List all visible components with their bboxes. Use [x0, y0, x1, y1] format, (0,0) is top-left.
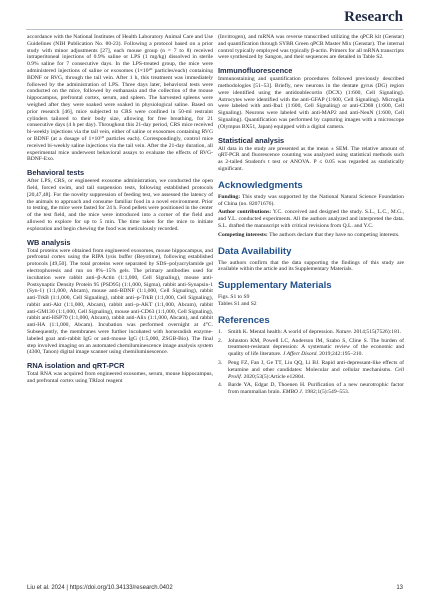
behavioral-tests-heading: Behavioral tests: [27, 168, 85, 178]
reference-journal: Nature.: [335, 328, 353, 335]
reference-volume: 2014;515(7526):181.: [353, 328, 402, 335]
reference-number: 3.: [218, 359, 223, 366]
left-column: [27, 34, 213, 387]
contributions-text: Y.C. conceived and designed the study. S.L., L.C., M.G., and Y.L. conducted experiments. All the authors analyzed and interpreted the data. S.L. drafted the manuscript with critical revisions from Q.L. and Y.C.: [218, 209, 404, 229]
right-column: [218, 34, 404, 398]
statistical-analysis-paragraph: All data in the study are presented as the mean ± SEM. The relative amount of qRT-PCR and fluorescence counting was analyzed using statistical methods such as 2-tailed Student's t test or ANOVA. P ≤ 0.05 was regarded as statistically significant.: [218, 145, 404, 172]
reference-number: 1.: [218, 328, 223, 335]
reference-item: [218, 360, 404, 380]
reference-text: Smith K. Mental health: A world of depression.: [228, 328, 335, 335]
supplementary-tables-line: Tables S1 and S2: [218, 300, 257, 307]
footer-citation: Liu et al. 2024 | https://doi.org/10.34133/research.0402: [27, 585, 173, 591]
references-heading: References: [218, 314, 270, 326]
methods-animal-paragraph: accordance with the National Institutes of Health Laboratory Animal Care and Use Guidelines (NIH Publication No. 80-23). Following a protocol based on a prior study with minor adjustments [27], each mouse group (n = 7 to 8) received intraperitoneal injections of 0.9% saline or LPS (1 mg/kg) dissolved in sterile 0.9% saline for 7 consecutive days. In the LPS-treated group, the mice were administered injections of saline or exosomes (1×10¹⁰ particles/each) containing BDNF or RVG, through the tail vein. After 1 h, this treatment was immediately followed by the administration of LPS. Three days later, behavioral tests were conducted on the mice, followed by euthanasia and the collection of the mouse hippocampus, prefrontal cortex, serum, and spleen. The harvested spleens were weighed after they were soaked were soaked in physiological saline. Based on prior research [46], mice subjected to CRS were confined in 50-ml restraint cylinders tailored to their body size, allowing for free breathing, for 21 consecutive days (4 h per day). Throughout this 21-day period, CRS mice received bi-weekly injections via the tail vein, either of saline or exosomes containing RVG or BDNF (at a dosage of 1×10¹⁰ particles each). Correspondingly, control mice received bi-weekly saline injections via the tail vein. After the 21-day duration, all experimental mice underwent behavioral assays to evaluate the effects of RVG-BDNF-Exo.: [27, 34, 213, 163]
reference-number: 4.: [218, 382, 223, 389]
reference-journal: Cell Prolif.: [228, 366, 405, 380]
rna-isolation-heading: RNA isolation and qRT-PCR: [27, 361, 125, 371]
immunofluorescence-heading: Immunofluorescence: [218, 66, 293, 76]
references-list: [218, 329, 404, 396]
competing-interests-text: The authors declare that they have no competing interests.: [269, 231, 400, 238]
reference-volume: 2020;53(5):Article e12804.: [243, 373, 305, 380]
competing-interests-paragraph: [218, 232, 404, 239]
header-divider: [26, 29, 403, 30]
reference-volume: 1982;1(5):549–553.: [304, 389, 350, 396]
contributions-paragraph: [218, 209, 404, 229]
reference-text: Barde YA, Edgar D, Thoenen H. Purification of a new neurotrophic factor from mammalian brain.: [228, 382, 404, 396]
wb-analysis-paragraph: Total proteins were obtained from engineered exosomes, mouse hippocampus, and prefrontal cortex using the RIPA lysis buffer (Beyotime), following established protocols [49,50]. The total proteins were separated by SDS–polyacrylamide gel electrophoresis and run on 8%–15% gels. The primary antibodies used for incubation were rabbit anti–β-Actin (1:1,000, Cell Signaling), mouse anti-Postsynaptic Density Protein 95 (PSD95) (1:1,000, Sigma), rabbit anti-Synapsin-1 (Syn-1) (1:1,000, Abcam), mouse anti-BDNF (1:1,000, Cell Signaling), rabbit anti-TrkB (1:1,000, Cell Signaling), rabbit anti–p-TrkB (1:1,000, Cell Signaling), rabbit anti-Akt (1:1,000, Abcam), rabbit anti–p-AKT (1:1,000, Abcam), rabbit anti-GM130 (1:1,000, Cell Signaling), mouse anti-CD63 (1:1,000, Cell Signaling), rabbit anti-HSP70 (1:1,000, Abcam), rabbit anti-Alix (1:1,000, Abcam), and rabbit anti-HA (1:1,000, Abcam). Incubation was performed overnight at 4°C. Subsequently, the membranes were further incubated with horseradish enzyme-labeled goat anti-rabbit IgG or anti-mouse IgG (1:5,000, ZSGB-Bio). The final step involved imaging on an automated chemiluminescence image analysis system (4300, Tanon) digital image scanner using chemiluminescence.: [27, 247, 213, 356]
reference-journal: EMBO J.: [282, 389, 304, 396]
page-number: 13: [396, 585, 403, 591]
reference-number: 2.: [218, 337, 223, 344]
reference-item: [218, 329, 404, 336]
data-availability-paragraph: The authors confirm that the data supporting the findings of this study are available within the article and its Supplementary Materials.: [218, 259, 404, 273]
statistical-analysis-heading: Statistical analysis: [218, 135, 285, 145]
reference-item: [218, 338, 404, 358]
contributions-label: Author contributions:: [218, 209, 272, 216]
reference-text: Johnston KM, Powell LC, Anderson IM, Szabo S, Cline S. The burden of treatment-resistant depression: A systematic review of the economic and quality of life literature.: [228, 337, 404, 358]
reference-volume: 2019;242:195–210.: [319, 351, 363, 358]
supplementary-figures-line: Figs. S1 to S9: [218, 294, 250, 301]
wb-analysis-heading: WB analysis: [27, 237, 71, 247]
supplementary-materials-heading: Supplementary Materials: [218, 280, 332, 292]
journal-title: Research: [344, 9, 403, 25]
data-availability-heading: Data Availability: [218, 245, 292, 257]
acknowledgments-heading: Acknowledgments: [218, 179, 303, 191]
reference-item: [218, 382, 404, 396]
competing-interests-label: Competing interests:: [218, 231, 268, 238]
rna-isolation-paragraph: Total RNA was acquired from engineered exosomes, serum, mouse hippocampus, and prefrontal cortex using TRIzol reagent: [27, 371, 213, 385]
rna-isolation-continued: (Invitrogen), and mRNA was reverse transcribed utilizing the qPCR kit (Genstar) and quantification through SYBR Green qPCR Master Mix (Genstar). The internal control typically employed was typically β-actin. Primers for all mRNA transcripts were synthesized by Sangon, and their sequences are detailed in Table S2.: [218, 34, 404, 61]
funding-label: Funding:: [218, 193, 241, 200]
reference-text: Peng FZ, Fan J, Ge TT, Liu QQ, Li BJ. Rapid anti-depressant-like effects of ketamine and other candidates: Molecular and cellular mechanisms.: [228, 359, 404, 373]
funding-paragraph: [218, 194, 404, 208]
funding-text: This study was supported by the National Natural Science Foundation of China (no. 82071676).: [218, 193, 404, 207]
immunofluorescence-paragraph: Immunostaining and quantification procedures followed previously described methodologies [51–53]. Briefly, new neurons in the dentate gyrus (DG) region were identified using the antidoublecortin (DCX) (1:600, Cell Signaling). Astrocytes were identified with the anti-GFAP (1:600, Cell Signaling). Microglia were labeled with anti-Iba1 (1:600, Cell Signaling) or anti-CD68 (1:600, Cell Signaling). Neurons were labeled with anti-MAP2 and anti-NeuN (1:600, Cell Signaling). Quantification was performed by capturing images with a microscope (Olympus BX51, Japan) equipped with a digital camera.: [218, 76, 404, 130]
behavioral-tests-paragraph: After LPS, CRS, or engineered exosome administration, we conducted the open field, forced swim, and tail suspension tests, following established protocols [20,47,48]. For the novelty suppression of feeding test, we assessed the latency of the animals to approach and consume familiar food in a novel environment. Prior to testing, the mice were fasted for 24 h. Food pellets were positioned in the center of the test field, and the mice were introduced into a corner of the field and allowed to explore for up to 5 min. The time taken for the mice to initiate exploration and begin chewing the food was meticulously recorded.: [27, 178, 213, 232]
reference-journal: J Affect Disord.: [282, 351, 318, 358]
